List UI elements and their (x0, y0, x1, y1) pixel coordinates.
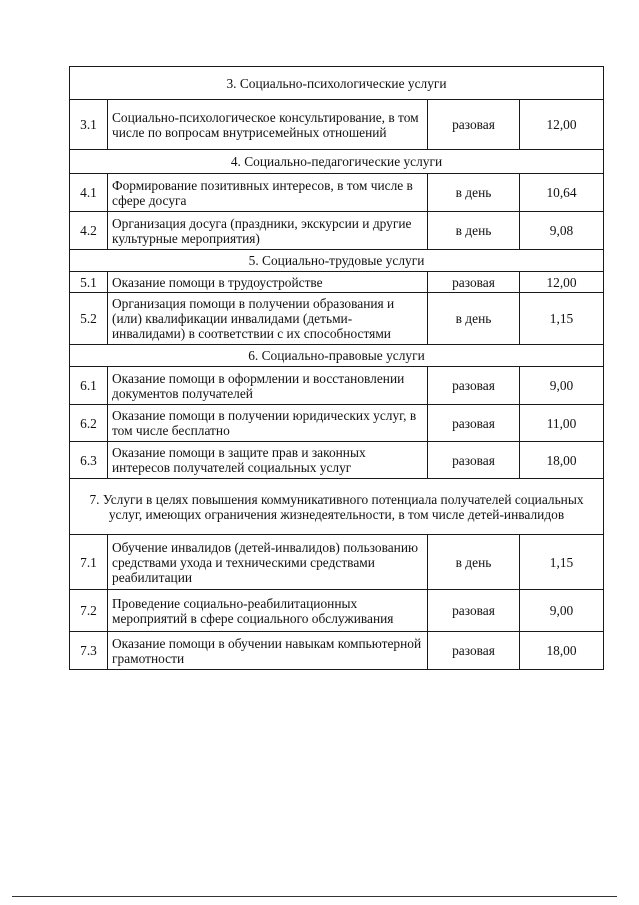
service-name: Проведение социально-реабилитационных мероприятий в сфере социального обслуживания (108, 590, 428, 632)
service-unit: разовая (428, 590, 520, 632)
table-row (70, 100, 604, 150)
service-name: Оказание помощи в защите прав и законных интересов получателей социальных услуг (108, 442, 428, 479)
service-name: Организация досуга (праздники, экскурсии и другие культурные мероприятия) (108, 212, 428, 250)
table-row (70, 272, 604, 293)
row-number: 5.1 (70, 272, 108, 293)
service-name: Обучение инвалидов (детей-инвалидов) пользованию средствами ухода и техническими средствами реабилитации (108, 535, 428, 590)
section-title: 7. Услуги в целях повышения коммуникативного потенциала получателей социальных услуг, имеющих ограничения жизнедеятельности, в том числе детей-инвалидов (70, 479, 604, 535)
section-header-row (70, 479, 604, 535)
table-row (70, 367, 604, 405)
service-unit: разовая (428, 367, 520, 405)
section-title: 3. Социально-психологические услуги (70, 67, 604, 100)
row-number: 6.1 (70, 367, 108, 405)
table-row (70, 442, 604, 479)
services-table (69, 66, 604, 670)
table-row (70, 405, 604, 442)
row-number: 7.3 (70, 632, 108, 670)
service-price: 9,08 (520, 212, 604, 250)
service-unit: в день (428, 535, 520, 590)
table-row (70, 174, 604, 212)
row-number: 7.2 (70, 590, 108, 632)
section-header-row (70, 250, 604, 272)
service-price: 1,15 (520, 535, 604, 590)
service-unit: разовая (428, 442, 520, 479)
service-name: Формирование позитивных интересов, в том числе в сфере досуга (108, 174, 428, 212)
table-row (70, 535, 604, 590)
service-price: 9,00 (520, 590, 604, 632)
service-price: 9,00 (520, 367, 604, 405)
table-row (70, 212, 604, 250)
section-header-row (70, 67, 604, 100)
table-row (70, 590, 604, 632)
row-number: 6.3 (70, 442, 108, 479)
service-unit: в день (428, 174, 520, 212)
service-name: Социально-психологическое консультирование, в том числе по вопросам внутрисемейных отношений (108, 100, 428, 150)
row-number: 7.1 (70, 535, 108, 590)
service-unit: разовая (428, 405, 520, 442)
service-name: Оказание помощи в оформлении и восстановлении документов получателей (108, 367, 428, 405)
service-unit: в день (428, 293, 520, 345)
section-title: 5. Социально-трудовые услуги (70, 250, 604, 272)
section-header-row (70, 345, 604, 367)
service-price: 18,00 (520, 442, 604, 479)
section-title: 4. Социально-педагогические услуги (70, 150, 604, 174)
section-title: 6. Социально-правовые услуги (70, 345, 604, 367)
service-unit: в день (428, 212, 520, 250)
service-name: Оказание помощи в трудоустройстве (108, 272, 428, 293)
service-name: Оказание помощи в получении юридических услуг, в том числе бесплатно (108, 405, 428, 442)
service-unit: разовая (428, 272, 520, 293)
service-name: Оказание помощи в обучении навыкам компьютерной грамотности (108, 632, 428, 670)
service-price: 10,64 (520, 174, 604, 212)
service-price: 18,00 (520, 632, 604, 670)
service-price: 12,00 (520, 100, 604, 150)
service-unit: разовая (428, 100, 520, 150)
row-number: 4.2 (70, 212, 108, 250)
table-row (70, 293, 604, 345)
row-number: 3.1 (70, 100, 108, 150)
service-name: Организация помощи в получении образования и (или) квалификации инвалидами (детьми-инвалидами) в соответствии с их способностями (108, 293, 428, 345)
row-number: 6.2 (70, 405, 108, 442)
service-price: 12,00 (520, 272, 604, 293)
row-number: 5.2 (70, 293, 108, 345)
table-row (70, 632, 604, 670)
row-number: 4.1 (70, 174, 108, 212)
footer-rule (12, 896, 617, 897)
section-header-row (70, 150, 604, 174)
service-unit: разовая (428, 632, 520, 670)
service-price: 1,15 (520, 293, 604, 345)
service-price: 11,00 (520, 405, 604, 442)
